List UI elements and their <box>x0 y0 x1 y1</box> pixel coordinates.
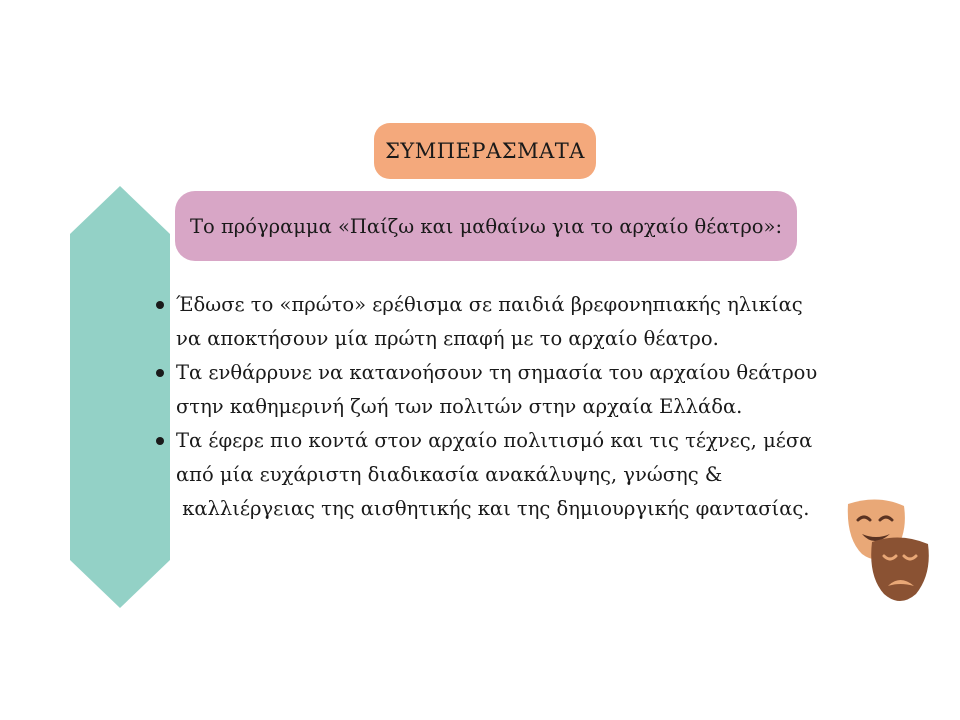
bullet-line: Τα ενθάρρυνε να κατανοήσουν τη σημασία του αρχαίου θεάτρου <box>176 361 818 384</box>
bullet-dot <box>156 369 164 377</box>
bullet-line: Τα έφερε πιο κοντά στον αρχαίο πολιτισμό και τις τέχνες, μέσα <box>176 429 813 452</box>
tragedy-mask-icon <box>871 537 929 601</box>
bullet-line: καλλιέργειας της αισθητικής και της δημιουργικής φαντασίας. <box>176 497 810 520</box>
conclusions-list <box>150 288 870 526</box>
slide-subtitle <box>175 191 797 261</box>
slide-title <box>374 123 596 179</box>
theater-masks-icon <box>842 490 932 606</box>
bullet-line: να αποκτήσουν μία πρώτη επαφή με το αρχαίο θέατρο. <box>176 327 719 350</box>
slide-title-text: ΣΥΜΠΕΡΑΣΜΑΤΑ <box>385 139 585 163</box>
bullet-item-1 <box>150 288 870 356</box>
bullet-line: από μία ευχάριστη διαδικασία ανακάλυψης, γνώσης & <box>176 463 723 486</box>
bullet-line: Έδωσε το «πρώτο» ερέθισμα σε παιδιά βρεφονηπιακής ηλικίας <box>176 293 803 316</box>
bullet-dot <box>156 301 164 309</box>
bullet-item-3 <box>150 424 870 526</box>
bullet-item-2 <box>150 356 870 424</box>
slide-subtitle-text: Το πρόγραμμα «Παίζω και μαθαίνω για το αρχαίο θέατρο»: <box>190 214 783 238</box>
bullet-line: στην καθημερινή ζωή των πολιτών στην αρχαία Ελλάδα. <box>176 395 743 418</box>
bullet-dot <box>156 437 164 445</box>
